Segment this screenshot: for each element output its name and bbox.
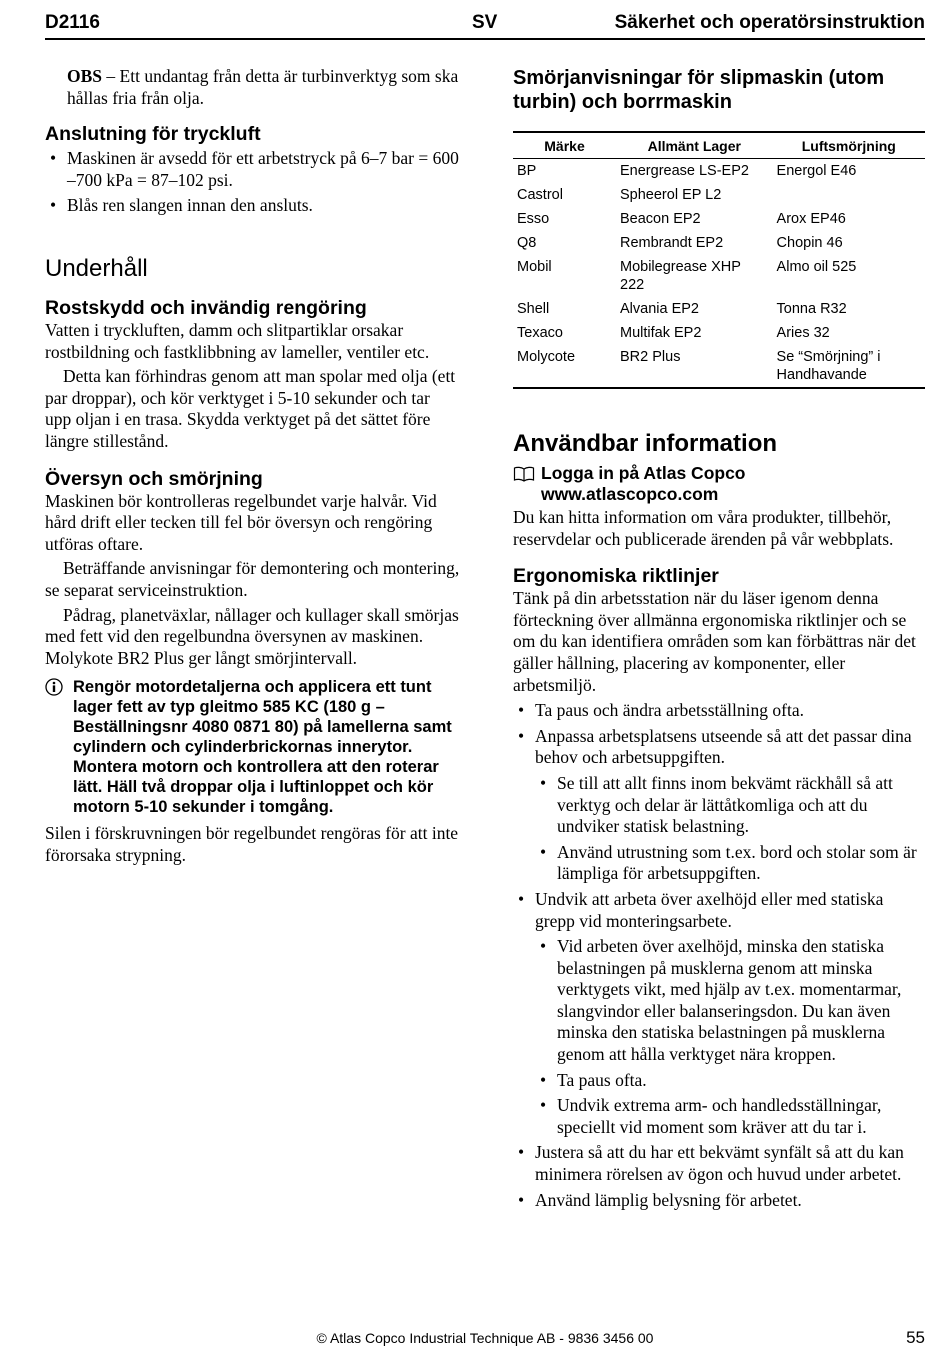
list-item-text: Ta paus och ändra arbetsställning ofta. (535, 700, 804, 721)
sub-list-item: • Använd utrustning som t.ex. bord och stolar som är lämpliga för arbetsuppgiften. (535, 842, 925, 885)
table-cell: Aries 32 (776, 325, 830, 341)
info-paragraph: Du kan hitta information om våra produkter, tillbehör, reservdelar och publicerade ärenden på vår webbplats. (513, 507, 894, 549)
service-paragraph-2: Beträffande anvisningar för demontering och montering, se separat serviceinstruktion. (45, 558, 460, 600)
table-cell: Shell (517, 301, 550, 317)
table-cell: Q8 (517, 235, 537, 251)
table-cell: Esso (517, 211, 550, 227)
page-footer (45, 1330, 925, 1350)
table-cell: Energrease LS-EP2 (620, 163, 749, 179)
lubrication-heading: Smörjanvisningar för slipmaskin (utom turbin) och borrmaskin (513, 67, 885, 113)
sub-list (535, 936, 925, 1138)
book-icon (513, 465, 535, 483)
table-cell: Alvania EP2 (620, 301, 699, 317)
left-column (45, 66, 460, 866)
service-paragraph-1: Maskinen bör kontrolleras regelbundet varje halvår. Vid hård drift eller tecken till fel bör översyn och rengöring utföras oftare. (45, 490, 437, 554)
list-item-text: Anpassa arbetsplatsens utseende så att det passar dina behov och arbetsuppgiften. (535, 725, 912, 768)
table-cell (773, 183, 925, 207)
ergonomics-heading: Ergonomiska riktlinjer (513, 565, 719, 588)
login-text: Logga in på Atlas Copco (541, 463, 746, 483)
note-text: Rengör motordetaljerna och applicera ett tunt lager fett av typ gleitmo 585 KC (180 g – Beställningsnr 4080 0871 80) på lamellerna samt cylindern och cylinderbrickornas innerytor. Montera motorn och kontrollera att den roterar lätt. Häll två droppar olja i luftinloppet och kör motorn 5-10 sekunder i tomgång. (73, 678, 452, 817)
list-item (513, 700, 925, 722)
sub-list-item: • Se till att allt finns inom bekvämt räckhåll så att verktyg och delar är lättåtkomliga och att du undviker statisk belastning. (535, 773, 925, 838)
table-cell: Mobilegrease XHP 222 (620, 259, 741, 293)
service-paragraph-3: Pådrag, planetväxlar, nållager och kullager skall smörjas med fett vid den regelbundna översynen av maskinen. Molykote BR2 Plus ger långt smörjintervall. (45, 604, 459, 668)
maintenance-heading: Underhåll (45, 254, 148, 282)
column-header-air-lubrication: Luftsmörjning (801, 138, 896, 154)
strainer-paragraph: Silen i förskruvningen bör regelbundet rengöras för att inte förorsaka strypning. (45, 823, 459, 865)
obs-label: OBS (67, 66, 103, 86)
info-icon (45, 678, 63, 696)
list-item: • Maskinen är avsedd för ett arbetstryck på 6–7 bar = 600 –700 kPa = 87–102 psi. (45, 148, 460, 191)
table-cell: Multifak EP2 (620, 325, 702, 341)
table-row (513, 231, 925, 255)
ergonomics-list (513, 700, 925, 1211)
obs-text: – Ett undantag från detta är turbinverktyg som ska hållas fria från olja. (67, 66, 459, 108)
list-item-text: Undvik att arbeta över axelhöjd eller med statiska grepp vid monteringsarbete. (535, 888, 884, 931)
rust-protection-heading: Rostskydd och invändig rengöring (45, 296, 367, 319)
sub-list (535, 773, 925, 885)
rust-paragraph-1: Vatten i tryckluften, damm och slitpartiklar orsakar rostbildning och fastklibbning av lameller, ventiler etc. (45, 319, 430, 362)
table-cell: Mobil (517, 259, 552, 275)
table-cell: Tonna R32 (776, 301, 847, 317)
table-header-row (513, 132, 925, 159)
login-line (513, 463, 925, 505)
sub-list-item: • Vid arbeten över axelhöjd, minska den statiska belastningen på musklerna genom att minska verktygets vikt, med hjälp av t.ex. momentarmar, slangvindor eller balanseringsdon. Du kan även minska den statiska belastningen på musklerna genom att hålla verktyget nära kroppen. (535, 936, 925, 1066)
table-cell: Molycote (517, 349, 576, 365)
table-row (513, 321, 925, 345)
rust-paragraph-2: Detta kan förhindras genom att man spolar med olja (ett par droppar), och kör verktyget i 5-10 sekunder och tar upp oljan i en trasa. Skydda verktyget på det sättet före längre stillestånd. (45, 366, 456, 451)
table-row (513, 255, 925, 297)
table-cell: Beacon EP2 (620, 211, 701, 227)
table-row (513, 207, 925, 231)
service-heading: Översyn och smörjning (45, 467, 263, 490)
sub-list-item: • Undvik extrema arm- och handledsställningar, speciellt vid moment som kräver att du tar i. (535, 1095, 925, 1138)
table-cell: Almo oil 525 (776, 259, 857, 275)
column-header-brand: Märke (544, 138, 585, 154)
copyright-text: © Atlas Copco Industrial Technique AB - 9836 3456 00 (316, 1330, 654, 1346)
table-cell: Arox EP46 (776, 211, 846, 227)
important-note (45, 677, 460, 817)
useful-info-heading: Användbar information (513, 430, 778, 457)
column-header-bearing: Allmänt Lager (647, 138, 741, 154)
right-column (513, 66, 925, 1215)
lubrication-table (513, 131, 925, 389)
language-code: SV (472, 12, 498, 33)
sub-list-item: • Ta paus ofta. (535, 1070, 925, 1092)
list-item (513, 726, 925, 885)
table-cell: Chopin 46 (776, 235, 843, 251)
list-item: • Blås ren slangen innan den ansluts. (45, 195, 460, 217)
table-cell: Se “Smörjning” i Handhavande (776, 349, 881, 383)
air-connection-heading: Anslutning för tryckluft (45, 123, 261, 146)
table-cell: Spheerol EP L2 (620, 187, 722, 203)
document-id: D2116 (45, 12, 100, 33)
website-link[interactable]: www.atlascopco.com (541, 484, 719, 504)
list-item: • Justera så att du har ett bekvämt synfält så att du kan minimera rörelsen av ögon och huvud under arbetet. (513, 1142, 925, 1185)
air-connection-list (45, 148, 460, 217)
table-cell: Castrol (517, 187, 563, 203)
table-cell: Rembrandt EP2 (620, 235, 724, 251)
header-title: Säkerhet och operatörsinstruktion (614, 12, 925, 33)
table-cell: BP (517, 163, 537, 179)
table-cell: Energol E46 (776, 163, 857, 179)
page-header (45, 10, 925, 40)
table-row (513, 183, 925, 207)
list-item (513, 889, 925, 1139)
ergonomics-intro: Tänk på din arbetsstation när du läser igenom denna förteckning över allmänna ergonomiska riktlinjer och se om du kan identifiera områden som kan förbättras när det gäller hållning, placering av komponenter, eller arbetsmiljö. (513, 588, 916, 695)
table-row (513, 297, 925, 321)
table-cell: Texaco (517, 325, 563, 341)
obs-note (45, 66, 460, 109)
list-item: • Använd lämplig belysning för arbetet. (513, 1190, 925, 1212)
table-row (513, 159, 925, 184)
table-cell: BR2 Plus (620, 349, 681, 365)
table-row (513, 345, 925, 388)
page-number: 55 (906, 1328, 925, 1347)
